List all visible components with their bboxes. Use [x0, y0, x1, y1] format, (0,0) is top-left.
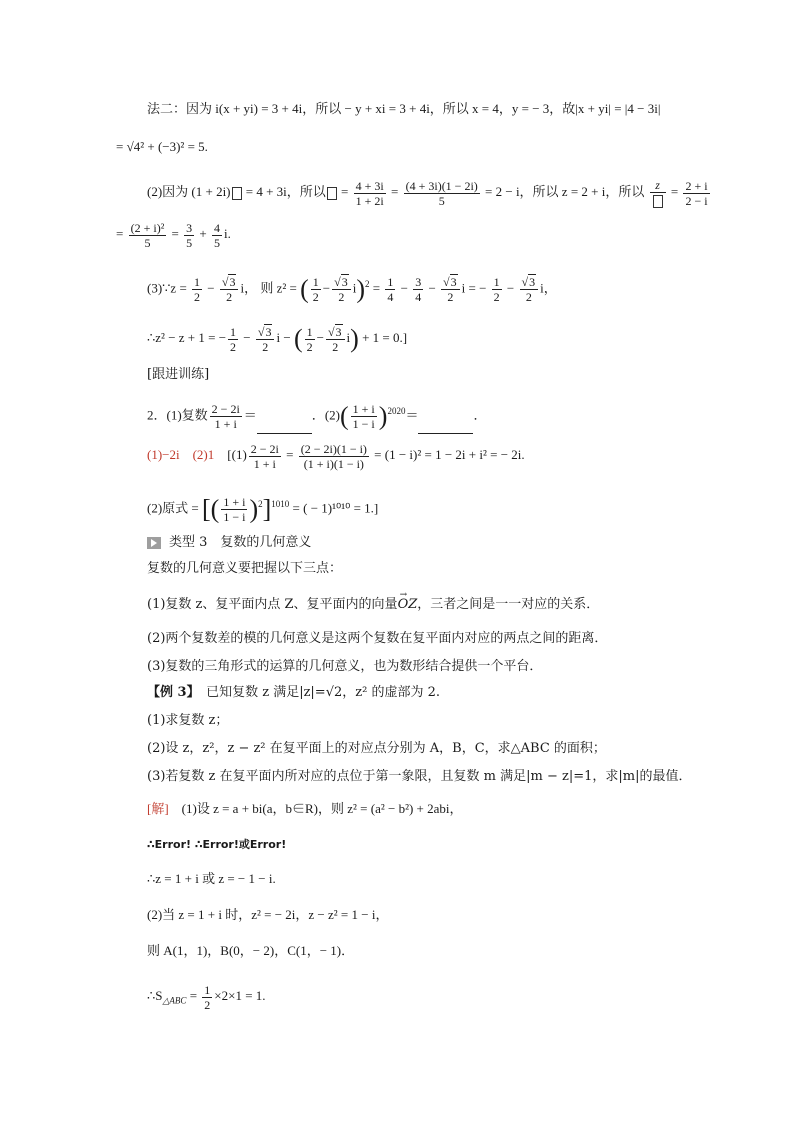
part3-line1-label: 则 z² = — [260, 280, 301, 296]
conj-z-box — [232, 187, 242, 200]
frac-den: 2 — [262, 340, 269, 355]
exp: 2020 — [387, 406, 406, 416]
radicand: 3 — [450, 275, 457, 290]
frac-num: 4 + 3i — [355, 178, 384, 193]
part2-line2: = $\frac{\text{(2 + i)²}}{5}$ = $\frac{3}{5}$ + $\frac{4}{5}$ i. — [116, 220, 231, 250]
solution-line6: $\therefore S_{\triangle ABC}$ = $\frac{1}{2}$ ×2×1 = 1. — [147, 982, 266, 1012]
frac-den: 1 + 2i — [355, 193, 384, 208]
frac-num: 3 — [186, 220, 193, 235]
frac-num: 1 — [230, 324, 237, 339]
conj-z-box — [653, 195, 663, 208]
frac-den: 2 — [338, 290, 345, 305]
frac — [210, 402, 242, 431]
follow-q2-prefix: (2) — [324, 407, 340, 423]
frac-den: 4 — [387, 289, 394, 304]
bracket-left: [ — [202, 494, 211, 524]
frac-den: 1 + i — [253, 456, 276, 471]
frac-num: 1 — [194, 274, 201, 289]
frac-den: 2 — [332, 340, 339, 355]
frac-den: 5 — [144, 235, 151, 250]
method2-line2: = √4² + (−3)² = 5. — [116, 139, 208, 154]
section-point-3: (3)复数的三角形式的运算的几何意义，也为数形结合提供一个平台． — [147, 659, 543, 674]
frac-den: 5 — [186, 235, 193, 250]
solution-line4: (2)当 z = 1 + i 时，z² = − 2i，z − z² = 1 − i， — [147, 907, 389, 922]
example-label: 【例 3】 — [147, 685, 194, 700]
answer-blank[interactable] — [257, 421, 312, 434]
example-q2: (2)设 z，z²，z − z² 在复平面上的对应点分别为 A，B，C，求△ABC 的面积； — [147, 741, 606, 756]
part3-line1-tail: = − — [465, 280, 487, 296]
frac-den: 2 — [525, 290, 532, 305]
frac — [202, 983, 212, 1012]
method2-line1 — [147, 100, 660, 118]
frac-num: 3 — [415, 274, 422, 289]
solution-line1 — [147, 800, 463, 818]
frac-num: √3 — [332, 274, 351, 290]
frac — [492, 275, 502, 304]
paren-right: ) — [350, 324, 359, 354]
frac-den: (1 + i)(1 − i) — [303, 456, 364, 471]
frac-den: 1 + i — [214, 416, 237, 431]
frac-num: z — [650, 178, 666, 193]
solution-line5: 则 A(1，1)，B(0，− 2)，C(1，− 1)． — [147, 943, 355, 958]
radicand: 3 — [229, 275, 236, 290]
radicand: 3 — [265, 325, 272, 340]
answer-blank[interactable] — [418, 421, 473, 434]
solution-s5-prefix: ∴S — [147, 988, 163, 1003]
method2-expr: i(x + yi) = 3 + 4i，所以 − y + xi = 3 + 4i，所以 x = 4，y = − 3，故|x + yi| = |4 − 3i| — [215, 101, 661, 116]
frac-den: 1 − i — [223, 509, 246, 524]
paren-left: ( — [339, 401, 349, 431]
frac-den: 2 — [312, 289, 319, 304]
frac-den: 2 — [226, 290, 233, 305]
radicand: 3 — [529, 275, 536, 290]
part3-line1: (3)∵z = $\frac{1}{2}$ − $\frac{√3}{2}$ i， 则 z² = ( $\frac{1}{2}$ − $\frac{√3}{2}$ i)$^2$ = $\frac{1}{4}$ − $\frac{3}{4}$ − $\frac{√3}{2}$ i = − $\frac{1}{2}$ − $\frac{√3}{2}$ i， — [147, 274, 557, 305]
frac — [221, 495, 247, 524]
part2-tail: = 2 − i，所以 z = 2 + i，所以 — [481, 184, 645, 199]
radicand: 3 — [335, 325, 342, 340]
answer-key: (1)−2i (2)1 — [147, 447, 215, 462]
frac — [311, 275, 321, 304]
frac-num: 4 — [213, 220, 220, 235]
section-title: 类型 3 复数的几何意义 — [169, 535, 312, 550]
example-stem-text: 已知复数 z 满足|z|=√2，z² 的虚部为 2. — [193, 685, 440, 700]
frac-num: 1 + i — [223, 494, 246, 509]
section-p1-b: ，三者之间是一一对应的关系． — [417, 597, 600, 612]
frac — [184, 221, 194, 250]
play-icon — [147, 537, 161, 549]
frac — [332, 274, 351, 304]
section-point-1 — [147, 596, 599, 614]
solution-error-line: ∴Error! ∴Error!或Error! — [147, 838, 287, 851]
exp: 2 — [365, 279, 370, 289]
paren-left: ( — [210, 494, 220, 524]
part3-line2-tail: + 1 = 0.] — [358, 330, 408, 345]
part2-line1: (2)因为 (1 + 2i) = 4 + 3i，所以 = $\frac{4 + 3i}{1 + 2i}$ = $\frac{(4 + 3i)(1 - 2i)}{5}$ = 2 − i，所以 z = 2 + i，所以 z = $\frac{2 + i}{2 - i}$ — [147, 178, 708, 208]
paren-right: ) — [249, 494, 259, 524]
follow-answer1: (1)−2i (2)1 [(1) $\frac{2 - 2i}{1 + i}$ = $\frac{(2 - 2i)(1 - i)}{(1 + i)(1 - i)}$ = (1 − i)² = 1 − 2i + i² = − 2i. — [147, 441, 525, 471]
frac-den: 2 — [493, 289, 500, 304]
frac-den: 2 − i — [685, 193, 708, 208]
frac — [441, 274, 460, 304]
frac — [249, 442, 281, 471]
frac — [404, 179, 480, 208]
part2-mid: = 4 + 3i，所以 — [242, 184, 326, 199]
frac-den: 5 — [213, 235, 220, 250]
follow-question: 2．(1)复数 $\frac{2 - 2i}{1 + i}$ ＝ ．(2)( $\frac{1 + i}{1 - i}$ )$^{2020}$＝ ． — [147, 392, 486, 434]
frac-num: √3 — [326, 324, 345, 340]
frac-den: 2 — [230, 339, 237, 354]
paren-right: ) — [356, 274, 365, 304]
frac-den: 2 — [194, 289, 201, 304]
section-intro: 复数的几何意义要把握以下三点： — [147, 561, 343, 576]
frac — [650, 178, 666, 208]
frac — [212, 221, 222, 250]
section-title-row — [147, 534, 311, 552]
frac-den: 4 — [415, 289, 422, 304]
solution-s5-tail: ×2×1 = 1. — [214, 988, 266, 1003]
frac — [520, 274, 539, 304]
part3-prefix: (3)∵z = — [147, 280, 191, 296]
frac — [220, 274, 239, 304]
frac — [683, 179, 709, 208]
part3-line2-prefix: ∴z² − z + 1 = − — [147, 330, 227, 345]
frac-num: √3 — [256, 324, 275, 340]
frac-den: 2 — [306, 339, 313, 354]
vector-oz: → OZ — [398, 596, 418, 614]
example-q3: (3)若复数 z 在复平面内所对应的点位于第一象限，且复数 m 满足|m − z|=1，求|m|的最值． — [147, 769, 692, 784]
frac-num: 1 + i — [352, 401, 375, 416]
follow-heading: [跟进训练] — [147, 367, 210, 382]
solution-label: [解] — [147, 801, 169, 816]
exp: 1010 — [271, 499, 290, 509]
frac — [354, 179, 386, 208]
frac-num: 1 — [204, 982, 211, 997]
follow-answer2 — [147, 484, 378, 528]
bracket-right: ] — [262, 494, 272, 524]
section-point-2: (2)两个复数差的模的几何意义是这两个复数在复平面内对应的两点之间的距离． — [147, 631, 608, 646]
radicand: 3 — [341, 275, 348, 290]
method2-prefix: 法二：因为 — [147, 101, 216, 116]
follow-q-eq: ＝ — [243, 407, 257, 423]
frac-num: (2 + i)² — [130, 220, 165, 235]
example-stem — [147, 684, 440, 702]
frac — [256, 324, 275, 354]
section-p1-a: (1)复数 z、复平面内点 Z、复平面内的向量 — [147, 597, 398, 612]
conj-z-box — [327, 187, 337, 200]
frac-den: 2 — [447, 290, 454, 305]
frac — [413, 275, 423, 304]
example-q1: (1)求复数 z； — [147, 713, 229, 728]
paren-left: ( — [293, 324, 303, 354]
frac-num: 1 — [312, 274, 319, 289]
frac — [326, 324, 345, 354]
paren-right: ) — [378, 401, 388, 431]
frac-den: 1 − i — [352, 416, 375, 431]
frac-num: √3 — [520, 274, 539, 290]
frac — [299, 442, 369, 471]
frac — [351, 402, 377, 431]
frac-num: 2 − 2i — [211, 401, 240, 416]
follow-q-prefix: 2．(1)复数 — [147, 407, 208, 423]
frac — [385, 275, 395, 304]
frac-num: 1 — [387, 274, 394, 289]
paren-left: ( — [300, 274, 309, 304]
part2-line2-tail: i. — [223, 226, 231, 241]
exp: 2 — [258, 499, 263, 509]
follow-ans2-prefix: (2)原式 = — [147, 500, 202, 516]
frac-num: (4 + 3i)(1 − 2i) — [405, 178, 478, 193]
frac-num: √3 — [220, 274, 239, 290]
frac-num: (2 − 2i)(1 − i) — [300, 441, 367, 456]
follow-ans2-tail: = ( − 1)¹⁰¹⁰ = 1.] — [289, 500, 379, 516]
frac-num: 2 − 2i — [250, 441, 279, 456]
follow-ans-eq: = (1 − i)² = 1 − 2i + i² = − 2i. — [370, 447, 525, 462]
frac — [228, 325, 238, 354]
frac-num: √3 — [441, 274, 460, 290]
part3-line2: ∴z² − z + 1 = − $\frac{1}{2}$ − $\frac{√3}{2}$ i − ( $\frac{1}{2}$ − $\frac{√3}{2}$ i) + 1 = 0.] — [147, 324, 408, 355]
solution-s1: (1)设 z = a + bi(a，b∈R)，则 z² = (a² − b²) + 2abi， — [168, 801, 463, 816]
frac-den — [650, 193, 666, 208]
solution-s5-sub: △ABC — [162, 995, 187, 1006]
frac-den: 5 — [438, 193, 445, 208]
follow-ans-prefix: [(1) — [227, 447, 247, 462]
frac — [305, 325, 315, 354]
frac-num: 2 + i — [685, 178, 708, 193]
part2-prefix: (2)因为 (1 + 2i) — [147, 184, 231, 199]
frac — [129, 221, 167, 250]
frac-den: 2 — [204, 997, 211, 1012]
frac-num: 1 — [306, 324, 313, 339]
follow-q2-eq: ＝ — [405, 407, 419, 423]
solution-line3: ∴z = 1 + i 或 z = − 1 − i. — [147, 871, 276, 886]
frac — [192, 275, 202, 304]
frac-num: 1 — [493, 274, 500, 289]
